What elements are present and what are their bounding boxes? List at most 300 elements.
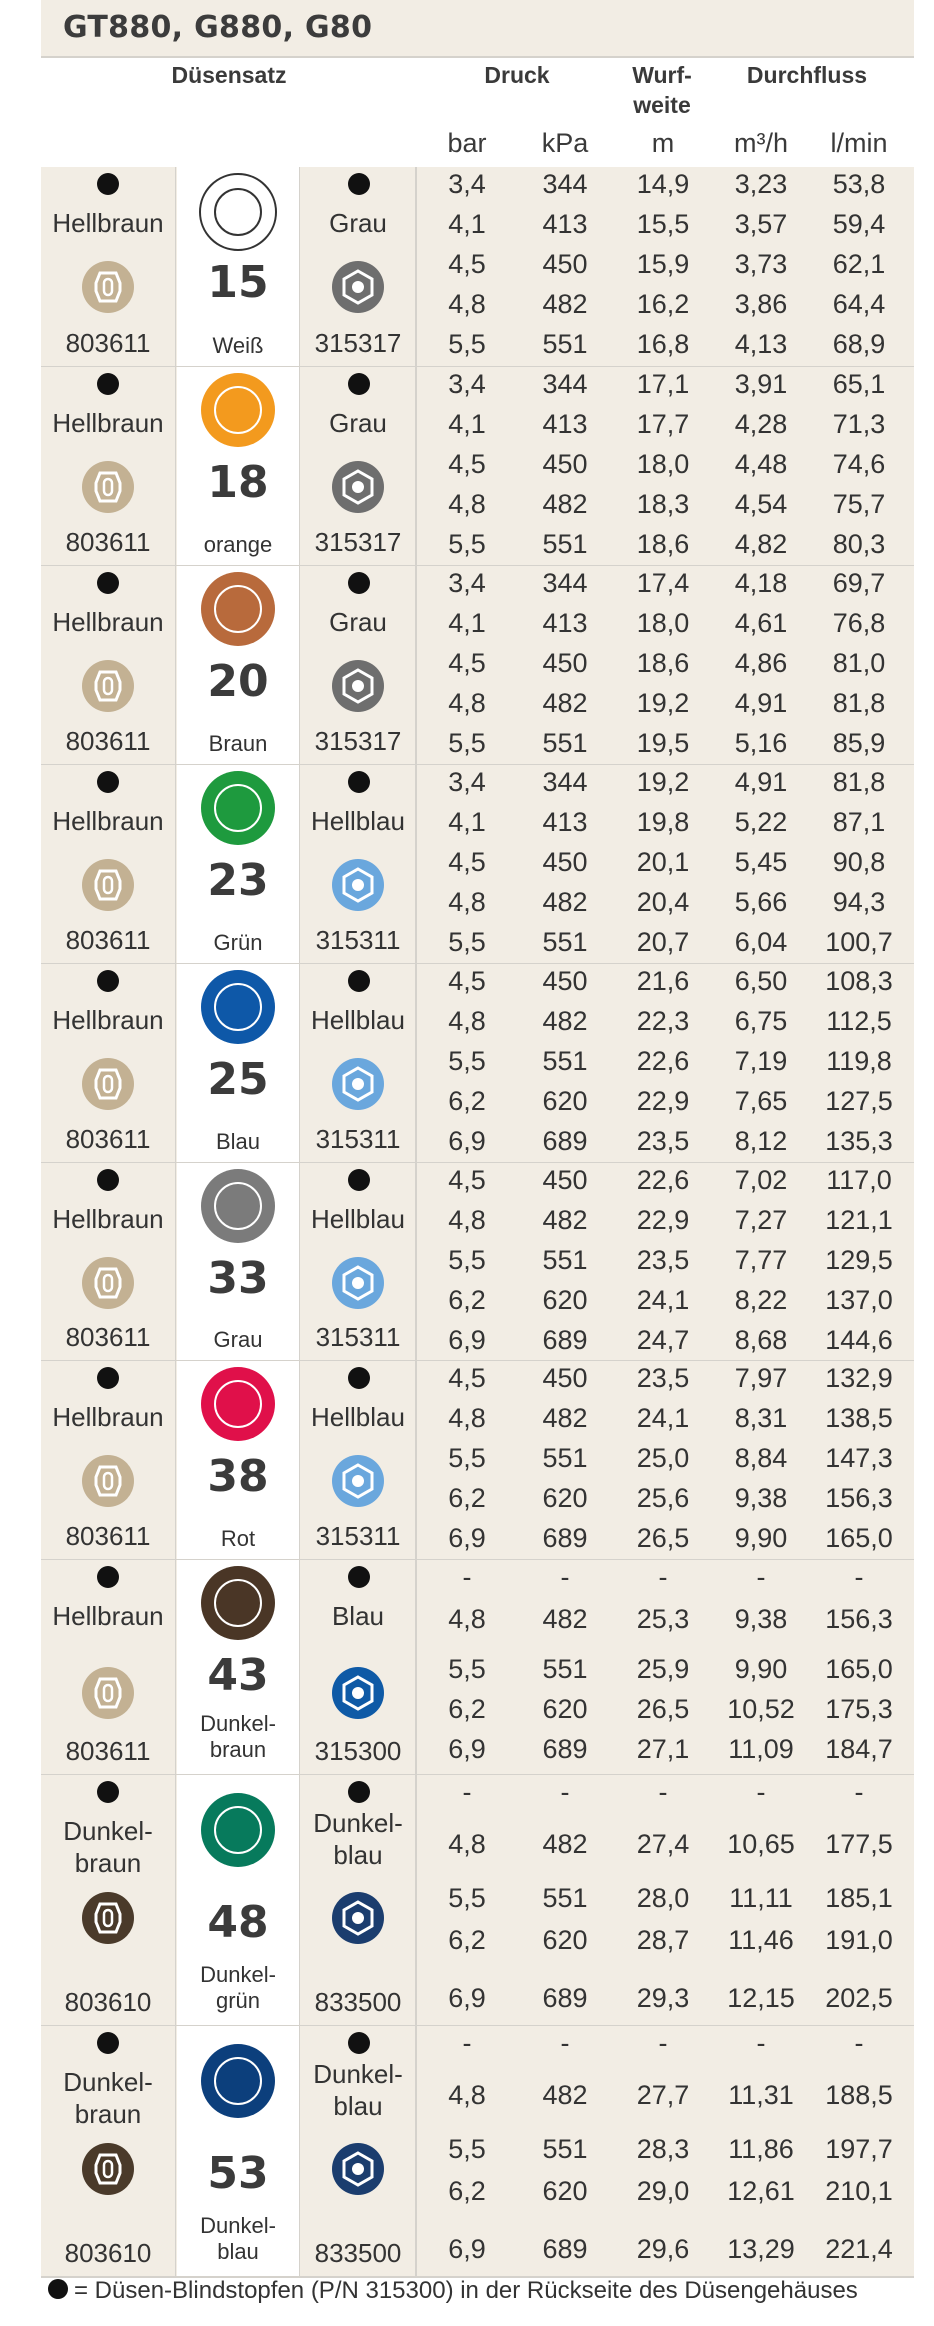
left-nozzle-nut-icon — [80, 259, 136, 315]
nozzle-color-label: Blau — [215, 1129, 261, 1154]
nozzle-color-label: Dunkel- — [200, 2213, 276, 2238]
table-cell: 5,5 — [448, 927, 486, 957]
table-cell: 22,9 — [636, 1086, 690, 1116]
table-cell: 53,8 — [832, 169, 886, 199]
right-nozzle-nut-icon — [330, 1056, 386, 1112]
table-cell: 4,28 — [734, 409, 788, 439]
table-cell: 11,11 — [729, 1883, 793, 1913]
table-cell: 551 — [542, 1245, 588, 1275]
right-part-number: 833500 — [314, 2238, 402, 2268]
table-cell: 344 — [542, 369, 588, 399]
table-cell: 4,18 — [734, 568, 788, 598]
table-cell: 551 — [542, 927, 588, 957]
table-cell: 4,91 — [734, 767, 788, 797]
nozzle-size-number: 25 — [207, 1054, 269, 1105]
left-part-number: 803611 — [65, 726, 151, 756]
table-cell: 450 — [542, 648, 588, 678]
table-cell: 100,7 — [825, 927, 893, 957]
table-cell: 27,7 — [636, 2080, 690, 2110]
table-cell: 4,82 — [734, 529, 788, 559]
table-cell: 482 — [542, 1403, 588, 1433]
nozzle-group — [41, 1775, 914, 2026]
left-part-number: 803611 — [65, 1124, 151, 1154]
table-cell: - — [756, 2028, 766, 2058]
nozzle-size-number: 20 — [207, 656, 269, 707]
table-cell: 11,31 — [728, 2080, 794, 2110]
table-cell: 6,2 — [448, 1483, 486, 1513]
plug-dot-icon — [48, 2279, 68, 2299]
table-cell: 18,6 — [636, 648, 690, 678]
table-cell: 108,3 — [825, 966, 893, 996]
table-cell: 5,66 — [734, 887, 788, 917]
left-nozzle-label: Hellbraun — [52, 806, 164, 836]
nozzle-group — [41, 167, 914, 367]
table-cell: 19,5 — [636, 728, 690, 758]
table-cell: 4,8 — [448, 1006, 486, 1036]
plug-dot-icon — [348, 771, 370, 793]
page-title: GT880, G880, G80 — [63, 10, 373, 45]
table-cell: 4,61 — [734, 608, 788, 638]
table-cell: - — [462, 2028, 472, 2058]
right-nozzle-label: Hellblau — [311, 806, 405, 836]
table-cell: 156,3 — [825, 1604, 893, 1634]
right-nozzle-nut-icon — [330, 857, 386, 913]
right-part-number: 315317 — [314, 328, 402, 358]
table-cell: 19,2 — [636, 688, 690, 718]
table-cell: 4,1 — [448, 608, 486, 638]
column-divider — [175, 367, 176, 566]
nozzle-color-ring — [214, 1579, 262, 1627]
table-cell: 450 — [542, 449, 588, 479]
table-cell: 689 — [542, 1983, 588, 2013]
plug-dot-icon — [348, 373, 370, 395]
table-cell: 26,5 — [636, 1523, 690, 1553]
table-cell: 5,5 — [448, 2134, 486, 2164]
table-cell: 4,8 — [448, 1403, 486, 1433]
table-cell: 9,38 — [734, 1483, 788, 1513]
table-cell: 450 — [542, 249, 588, 279]
table-cell: - — [854, 1777, 864, 1807]
table-cell: 3,4 — [448, 767, 486, 797]
table-cell: 482 — [542, 1205, 588, 1235]
nozzle-color-label: Dunkel- — [200, 1962, 276, 1987]
nozzle-color-ring — [214, 983, 262, 1031]
column-divider — [415, 367, 417, 566]
table-cell: 7,02 — [734, 1165, 788, 1195]
nozzle-group — [41, 367, 914, 566]
table-cell: 344 — [542, 169, 588, 199]
table-cell: 5,22 — [734, 807, 788, 837]
table-cell: 5,5 — [448, 1046, 486, 1076]
table-cell: 6,9 — [448, 1734, 486, 1764]
table-cell: 74,6 — [832, 449, 886, 479]
nozzle-group — [41, 2026, 914, 2277]
column-divider — [175, 2026, 176, 2277]
left-nozzle-label: Dunkel- — [63, 2067, 153, 2097]
right-nozzle-nut-icon — [330, 1665, 386, 1721]
nozzle-color-circle — [199, 173, 277, 251]
column-divider — [415, 1163, 417, 1361]
table-cell: 16,8 — [636, 329, 690, 359]
left-nozzle-label: Hellbraun — [52, 1204, 164, 1234]
table-cell: 4,8 — [448, 489, 486, 519]
table-cell: 81,8 — [832, 767, 886, 797]
column-divider — [175, 566, 176, 765]
table-cell: 29,6 — [636, 2234, 690, 2264]
column-divider — [175, 1163, 176, 1361]
table-cell: 25,6 — [636, 1483, 690, 1513]
left-nozzle-label: Hellbraun — [52, 607, 164, 637]
table-cell: 9,90 — [734, 1654, 788, 1684]
table-cell: 202,5 — [825, 1983, 893, 2013]
column-divider — [299, 1775, 300, 2026]
table-cell: 137,0 — [825, 1285, 893, 1315]
table-cell: 185,1 — [825, 1883, 893, 1913]
table-cell: 165,0 — [825, 1654, 893, 1684]
table-cell: - — [854, 2028, 864, 2058]
left-nozzle-nut-icon — [80, 1665, 136, 1721]
table-cell: 6,9 — [448, 1983, 486, 2013]
table-cell: 24,7 — [636, 1325, 690, 1355]
column-divider — [415, 964, 417, 1163]
table-cell: 413 — [542, 209, 588, 239]
table-cell: 94,3 — [832, 887, 886, 917]
table-cell: 620 — [542, 1285, 588, 1315]
column-divider — [415, 1775, 417, 2026]
table-cell: 689 — [542, 1325, 588, 1355]
table-cell: - — [756, 1777, 766, 1807]
right-nozzle-label: Hellblau — [311, 1204, 405, 1234]
column-divider — [299, 1560, 300, 1775]
table-cell: 344 — [542, 767, 588, 797]
table-cell: 10,65 — [727, 1829, 795, 1859]
nozzle-color-ring — [214, 1182, 262, 1230]
header-flow: Durchfluss — [746, 62, 868, 88]
table-cell: 7,77 — [734, 1245, 788, 1275]
table-cell: 127,5 — [825, 1086, 893, 1116]
column-divider — [299, 167, 300, 367]
column-divider — [299, 765, 300, 964]
nozzle-color-ring — [214, 2057, 262, 2105]
table-cell: 620 — [542, 1483, 588, 1513]
nozzle-size-number: 53 — [207, 2148, 269, 2199]
table-cell: 24,1 — [636, 1285, 690, 1315]
table-cell: 18,0 — [636, 449, 690, 479]
table-cell: 28,0 — [636, 1883, 690, 1913]
table-cell: - — [560, 2028, 570, 2058]
right-nozzle-label: blau — [333, 2091, 383, 2121]
left-part-number: 803610 — [64, 1987, 152, 2017]
nozzle-size-number: 43 — [207, 1650, 269, 1701]
table-cell: 132,9 — [825, 1363, 893, 1393]
table-cell: 188,5 — [825, 2080, 893, 2110]
table-cell: 147,3 — [825, 1443, 893, 1473]
table-cell: 6,2 — [448, 1694, 486, 1724]
table-cell: 4,1 — [448, 209, 486, 239]
nozzle-color-circle — [201, 970, 275, 1044]
title-bar — [41, 0, 914, 56]
right-nozzle-label: Grau — [329, 408, 387, 438]
table-cell: 3,91 — [734, 369, 788, 399]
left-nozzle-nut-icon — [80, 1453, 136, 1509]
table-cell: 6,75 — [734, 1006, 788, 1036]
table-cell: 4,5 — [448, 966, 486, 996]
table-cell: 69,7 — [832, 568, 886, 598]
table-cell: 135,3 — [825, 1126, 893, 1156]
table-cell: 482 — [542, 2080, 588, 2110]
table-cell: 16,2 — [636, 289, 690, 319]
table-cell: 4,5 — [448, 648, 486, 678]
table-cell: 3,57 — [734, 209, 788, 239]
left-nozzle-nut-icon — [80, 1890, 136, 1946]
table-cell: 75,7 — [832, 489, 886, 519]
nozzle-color-circle — [201, 1566, 275, 1640]
table-cell: 11,09 — [728, 1734, 794, 1764]
nozzle-color-label: Braun — [208, 731, 268, 756]
table-cell: 5,5 — [448, 529, 486, 559]
header-radius-line2: weite — [633, 92, 691, 118]
plug-dot-icon — [348, 572, 370, 594]
unit-lmin: l/min — [830, 128, 888, 158]
table-cell: 25,3 — [636, 1604, 690, 1634]
nozzle-color-label: Grün — [213, 930, 263, 955]
table-cell: 117,0 — [826, 1165, 892, 1195]
table-cell: 9,38 — [734, 1604, 788, 1634]
table-cell: 119,8 — [826, 1046, 892, 1076]
table-cell: 87,1 — [832, 807, 886, 837]
left-nozzle-label: braun — [74, 2099, 142, 2129]
column-divider — [415, 765, 417, 964]
table-cell: 20,4 — [636, 887, 690, 917]
plug-dot-icon — [97, 1169, 119, 1191]
table-cell: 620 — [542, 2176, 588, 2206]
table-cell: 413 — [542, 608, 588, 638]
nozzle-group — [41, 1560, 914, 1775]
table-cell: 22,3 — [636, 1006, 690, 1036]
table-cell: 3,4 — [448, 568, 486, 598]
left-nozzle-nut-icon — [80, 857, 136, 913]
plug-dot-icon — [97, 1781, 119, 1803]
table-cell: 3,73 — [734, 249, 788, 279]
table-cell: 81,8 — [832, 688, 886, 718]
right-part-number: 315311 — [315, 925, 401, 955]
table-cell: 165,0 — [825, 1523, 893, 1553]
table-cell: 4,8 — [448, 1205, 486, 1235]
table-cell: 344 — [542, 568, 588, 598]
right-nozzle-nut-icon — [330, 259, 386, 315]
table-cell: 3,4 — [448, 369, 486, 399]
nozzle-color-label: blau — [217, 2239, 259, 2264]
column-divider — [415, 1361, 417, 1560]
right-nozzle-nut-icon — [330, 1890, 386, 1946]
table-cell: 5,5 — [448, 728, 486, 758]
table-cell: 450 — [542, 966, 588, 996]
table-cell: 27,4 — [636, 1829, 690, 1859]
table-cell: 76,8 — [832, 608, 886, 638]
table-cell: 81,0 — [832, 648, 886, 678]
table-cell: 482 — [542, 489, 588, 519]
table-cell: 184,7 — [825, 1734, 893, 1764]
right-nozzle-label: blau — [333, 1840, 383, 1870]
table-cell: 138,5 — [825, 1403, 893, 1433]
table-cell: 6,2 — [448, 1086, 486, 1116]
plug-dot-icon — [348, 1367, 370, 1389]
nozzle-size-number: 48 — [207, 1897, 269, 1948]
nozzle-color-label: Dunkel- — [200, 1711, 276, 1736]
table-cell: 6,9 — [448, 2234, 486, 2264]
table-cell: 620 — [542, 1925, 588, 1955]
left-nozzle-nut-icon — [80, 1255, 136, 1311]
table-cell: 27,1 — [636, 1734, 690, 1764]
left-part-number: 803611 — [65, 1322, 151, 1352]
left-nozzle-label: braun — [74, 1848, 142, 1878]
nozzle-color-circle — [201, 2044, 275, 2118]
table-cell: 8,68 — [734, 1325, 788, 1355]
left-part-number: 803610 — [64, 2238, 152, 2268]
table-cell: 4,5 — [448, 249, 486, 279]
table-cell: 4,1 — [448, 807, 486, 837]
nozzle-color-circle — [201, 1793, 275, 1867]
nozzle-color-ring — [214, 1380, 262, 1428]
right-part-number: 315317 — [314, 726, 402, 756]
table-cell: 12,15 — [727, 1983, 795, 2013]
left-nozzle-nut-icon — [80, 2141, 136, 2197]
table-cell: 8,12 — [734, 1126, 788, 1156]
table-cell: - — [462, 1562, 472, 1592]
nozzle-color-circle — [201, 1169, 275, 1243]
left-nozzle-label: Dunkel- — [63, 1816, 153, 1846]
table-cell: 20,1 — [636, 847, 690, 877]
column-divider — [299, 964, 300, 1163]
table-cell: 6,2 — [448, 1925, 486, 1955]
left-nozzle-label: Hellbraun — [52, 1402, 164, 1432]
table-cell: 4,1 — [448, 409, 486, 439]
table-cell: 18,0 — [636, 608, 690, 638]
table-cell: 17,7 — [636, 409, 690, 439]
table-cell: 85,9 — [832, 728, 886, 758]
plug-dot-icon — [97, 1566, 119, 1588]
left-nozzle-nut-icon — [80, 658, 136, 714]
plug-dot-icon — [348, 1169, 370, 1191]
nozzle-size-number: 18 — [207, 457, 269, 508]
column-divider — [175, 765, 176, 964]
table-cell: 191,0 — [825, 1925, 893, 1955]
table-cell: 620 — [542, 1694, 588, 1724]
table-cell: 175,3 — [825, 1694, 893, 1724]
table-cell: 13,29 — [727, 2234, 795, 2264]
table-cell: 197,7 — [825, 2134, 893, 2164]
nozzle-size-number: 15 — [207, 257, 269, 308]
table-cell: - — [560, 1562, 570, 1592]
column-divider — [175, 1361, 176, 1560]
plug-dot-icon — [97, 771, 119, 793]
right-nozzle-nut-icon — [330, 658, 386, 714]
unit-kpa: kPa — [541, 128, 589, 158]
column-divider — [175, 1775, 176, 2026]
table-cell: 7,65 — [734, 1086, 788, 1116]
table-cell: - — [560, 1777, 570, 1807]
table-cell: 551 — [542, 1443, 588, 1473]
nozzle-color-label: Rot — [220, 1526, 256, 1551]
table-cell: 4,48 — [734, 449, 788, 479]
table-cell: 6,04 — [734, 927, 788, 957]
table-cell: 177,5 — [825, 1829, 893, 1859]
left-nozzle-label: Hellbraun — [52, 1601, 164, 1631]
table-cell: 551 — [542, 728, 588, 758]
table-cell: 68,9 — [832, 329, 886, 359]
nozzle-group — [41, 765, 914, 964]
table-cell: 19,2 — [636, 767, 690, 797]
nozzle-color-circle — [201, 771, 275, 845]
table-cell: 551 — [542, 529, 588, 559]
table-cell: 62,1 — [832, 249, 886, 279]
table-cell: 64,4 — [832, 289, 886, 319]
table-cell: 18,6 — [636, 529, 690, 559]
unit-bar: bar — [447, 128, 487, 158]
table-cell: 6,9 — [448, 1523, 486, 1553]
table-cell: 4,54 — [734, 489, 788, 519]
table-cell: 221,4 — [825, 2234, 893, 2264]
table-cell: 29,3 — [636, 1983, 690, 2013]
table-cell: 121,1 — [825, 1205, 893, 1235]
table-cell: 10,52 — [727, 1694, 795, 1724]
column-divider — [299, 1361, 300, 1560]
table-cell: 112,5 — [826, 1006, 892, 1036]
nozzle-color-label: Weiß — [212, 333, 264, 358]
left-part-number: 803611 — [65, 527, 151, 557]
nozzle-color-ring — [214, 188, 262, 236]
unit-m: m — [651, 128, 675, 158]
table-cell: 71,3 — [832, 409, 886, 439]
table-cell: 4,5 — [448, 1165, 486, 1195]
plug-dot-icon — [348, 1781, 370, 1803]
nozzle-color-ring — [214, 1806, 262, 1854]
nozzle-color-label: grün — [215, 1988, 261, 2013]
table-cell: 11,46 — [728, 1925, 794, 1955]
plug-dot-icon — [348, 173, 370, 195]
table-cell: 5,5 — [448, 1245, 486, 1275]
left-nozzle-label: Hellbraun — [52, 208, 164, 238]
right-nozzle-label: Blau — [331, 1601, 385, 1631]
table-cell: 24,1 — [636, 1403, 690, 1433]
right-nozzle-nut-icon — [330, 1255, 386, 1311]
table-cell: 7,19 — [734, 1046, 788, 1076]
table-cell: 620 — [542, 1086, 588, 1116]
table-cell: 20,7 — [636, 927, 690, 957]
right-nozzle-nut-icon — [330, 2141, 386, 2197]
column-divider — [415, 167, 417, 367]
right-nozzle-label: Dunkel- — [313, 2059, 403, 2089]
table-cell: 450 — [542, 1363, 588, 1393]
table-cell: 551 — [542, 329, 588, 359]
table-cell: 4,91 — [734, 688, 788, 718]
table-cell: 450 — [542, 847, 588, 877]
table-cell: 8,84 — [734, 1443, 788, 1473]
table-cell: - — [658, 1562, 668, 1592]
table-cell: 59,4 — [832, 209, 886, 239]
plug-dot-icon — [348, 970, 370, 992]
unit-m3h: m³/h — [734, 128, 788, 158]
nozzle-color-label: Grau — [213, 1327, 263, 1352]
table-cell: 5,45 — [734, 847, 788, 877]
table-cell: 4,8 — [448, 289, 486, 319]
table-cell: 482 — [542, 1829, 588, 1859]
table-cell: 156,3 — [825, 1483, 893, 1513]
right-part-number: 315311 — [315, 1322, 401, 1352]
right-nozzle-label: Hellblau — [311, 1402, 405, 1432]
table-cell: 8,22 — [734, 1285, 788, 1315]
table-cell: 4,8 — [448, 1604, 486, 1634]
